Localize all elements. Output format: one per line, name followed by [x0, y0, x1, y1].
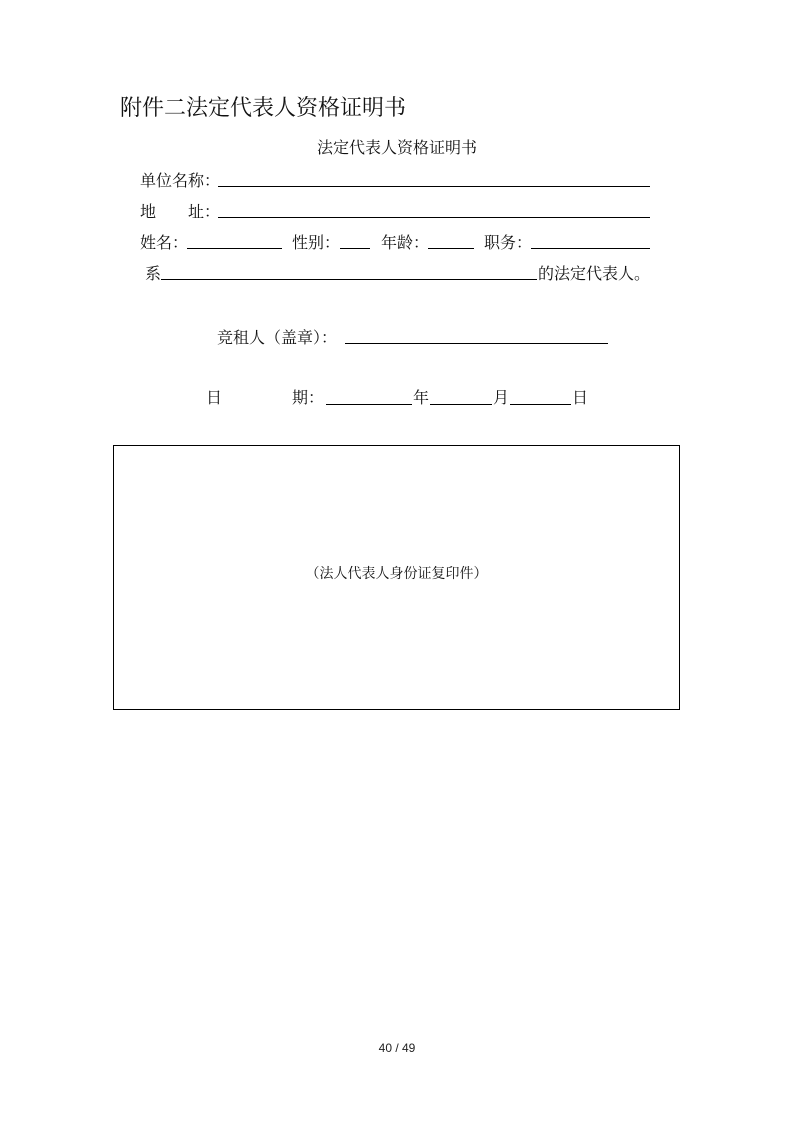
document-heading: 附件二法定代表人资格证明书	[120, 96, 407, 121]
bidder-seal-field[interactable]	[345, 343, 608, 344]
id-copy-box	[113, 445, 680, 710]
date-label-period: 期：	[292, 388, 325, 407]
gender-label: 性别：	[292, 233, 341, 252]
year-label: 年	[413, 388, 430, 407]
bidder-seal-label: 竞租人（盖章）：	[217, 328, 338, 347]
day-label: 日	[572, 388, 589, 407]
year-field[interactable]	[326, 404, 412, 405]
address-label: 地 址：	[140, 202, 221, 221]
certificate-title: 法定代表人资格证明书	[316, 138, 477, 157]
day-field[interactable]	[510, 404, 571, 405]
date-label-char: 日	[206, 388, 223, 407]
unit-name-field[interactable]	[218, 186, 650, 187]
month-label: 月	[493, 388, 510, 407]
name-field[interactable]	[187, 248, 282, 249]
age-field[interactable]	[428, 248, 474, 249]
unit-name-label: 单位名称：	[140, 171, 221, 190]
position-label: 职务：	[484, 233, 533, 252]
age-label: 年龄：	[381, 233, 430, 252]
month-field[interactable]	[430, 404, 492, 405]
page-number: 40 / 49	[378, 1041, 416, 1055]
id-copy-label: （法人代表人身份证复印件）	[305, 566, 488, 582]
name-label: 姓名：	[140, 233, 189, 252]
organization-field[interactable]	[161, 279, 537, 280]
gender-field[interactable]	[340, 248, 370, 249]
belongs-prefix: 系	[145, 264, 162, 283]
belongs-suffix: 的法定代表人。	[538, 264, 651, 283]
address-field[interactable]	[218, 217, 650, 218]
position-field[interactable]	[531, 248, 650, 249]
